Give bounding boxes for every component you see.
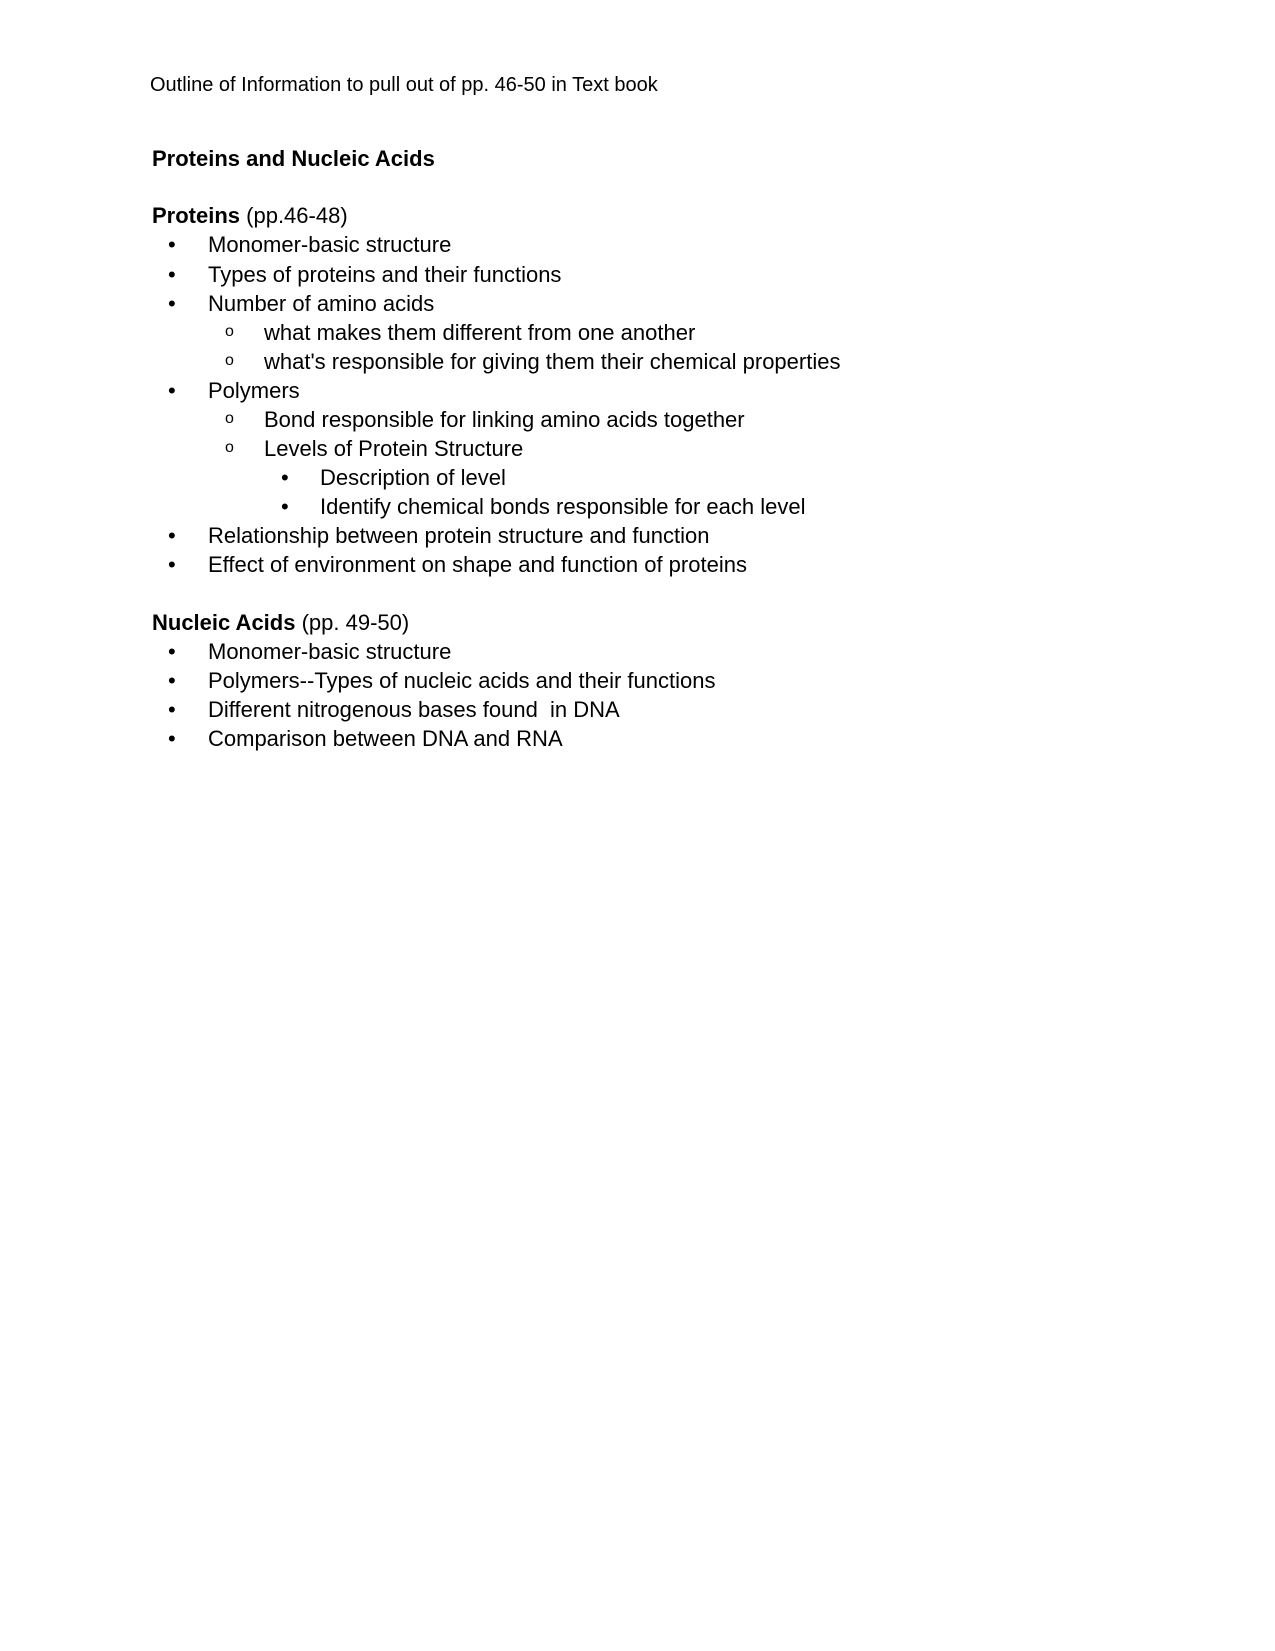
list-item: Comparison between DNA and RNA [208, 726, 563, 751]
main-heading: Proteins and Nucleic Acids [152, 146, 435, 171]
list-item: Relationship between protein structure and function [208, 523, 710, 548]
bullet-icon: • [281, 494, 289, 519]
circle-bullet-icon: o [225, 323, 234, 340]
list-item: Levels of Protein Structure [264, 436, 524, 461]
list-item: what's responsible for giving them their chemical properties [264, 349, 841, 374]
bullet-icon: • [168, 291, 176, 316]
list-item: Polymers--Types of nucleic acids and their functions [208, 668, 716, 693]
list-item: Monomer-basic structure [208, 639, 452, 664]
proteins-heading-pages: (pp.46-48) [240, 203, 348, 228]
nucleic-acids-heading [152, 610, 409, 636]
bullet-icon: • [168, 552, 176, 577]
list-item: Description of level [320, 465, 506, 490]
bullet-icon: • [168, 232, 176, 257]
circle-bullet-icon: o [225, 410, 234, 427]
bullet-icon: • [168, 726, 176, 751]
document-title: Outline of Information to pull out of pp. 46-50 in Text book [150, 74, 658, 96]
bullet-icon: • [168, 697, 176, 722]
list-item: Identify chemical bonds responsible for each level [320, 494, 806, 519]
circle-bullet-icon: o [225, 439, 234, 456]
bullet-icon: • [168, 523, 176, 548]
bullet-icon: • [168, 378, 176, 403]
bullet-icon: • [168, 262, 176, 287]
proteins-heading-label: Proteins [152, 203, 241, 228]
circle-bullet-icon: o [225, 352, 234, 369]
list-item: Number of amino acids [208, 291, 435, 316]
list-item: Types of proteins and their functions [208, 262, 562, 287]
proteins-heading [152, 203, 348, 229]
nucleic-acids-heading-label: Nucleic Acids [152, 610, 296, 635]
list-item: Different nitrogenous bases found in DNA [208, 697, 620, 722]
bullet-icon: • [281, 465, 289, 490]
list-item: what makes them different from one another [264, 320, 696, 345]
bullet-icon: • [168, 639, 176, 664]
list-item: Bond responsible for linking amino acids together [264, 407, 745, 432]
list-item: Polymers [208, 378, 300, 403]
list-item: Effect of environment on shape and function of proteins [208, 552, 747, 577]
list-item: Monomer-basic structure [208, 232, 452, 257]
nucleic-acids-heading-pages: (pp. 49-50) [295, 610, 410, 635]
bullet-icon: • [168, 668, 176, 693]
